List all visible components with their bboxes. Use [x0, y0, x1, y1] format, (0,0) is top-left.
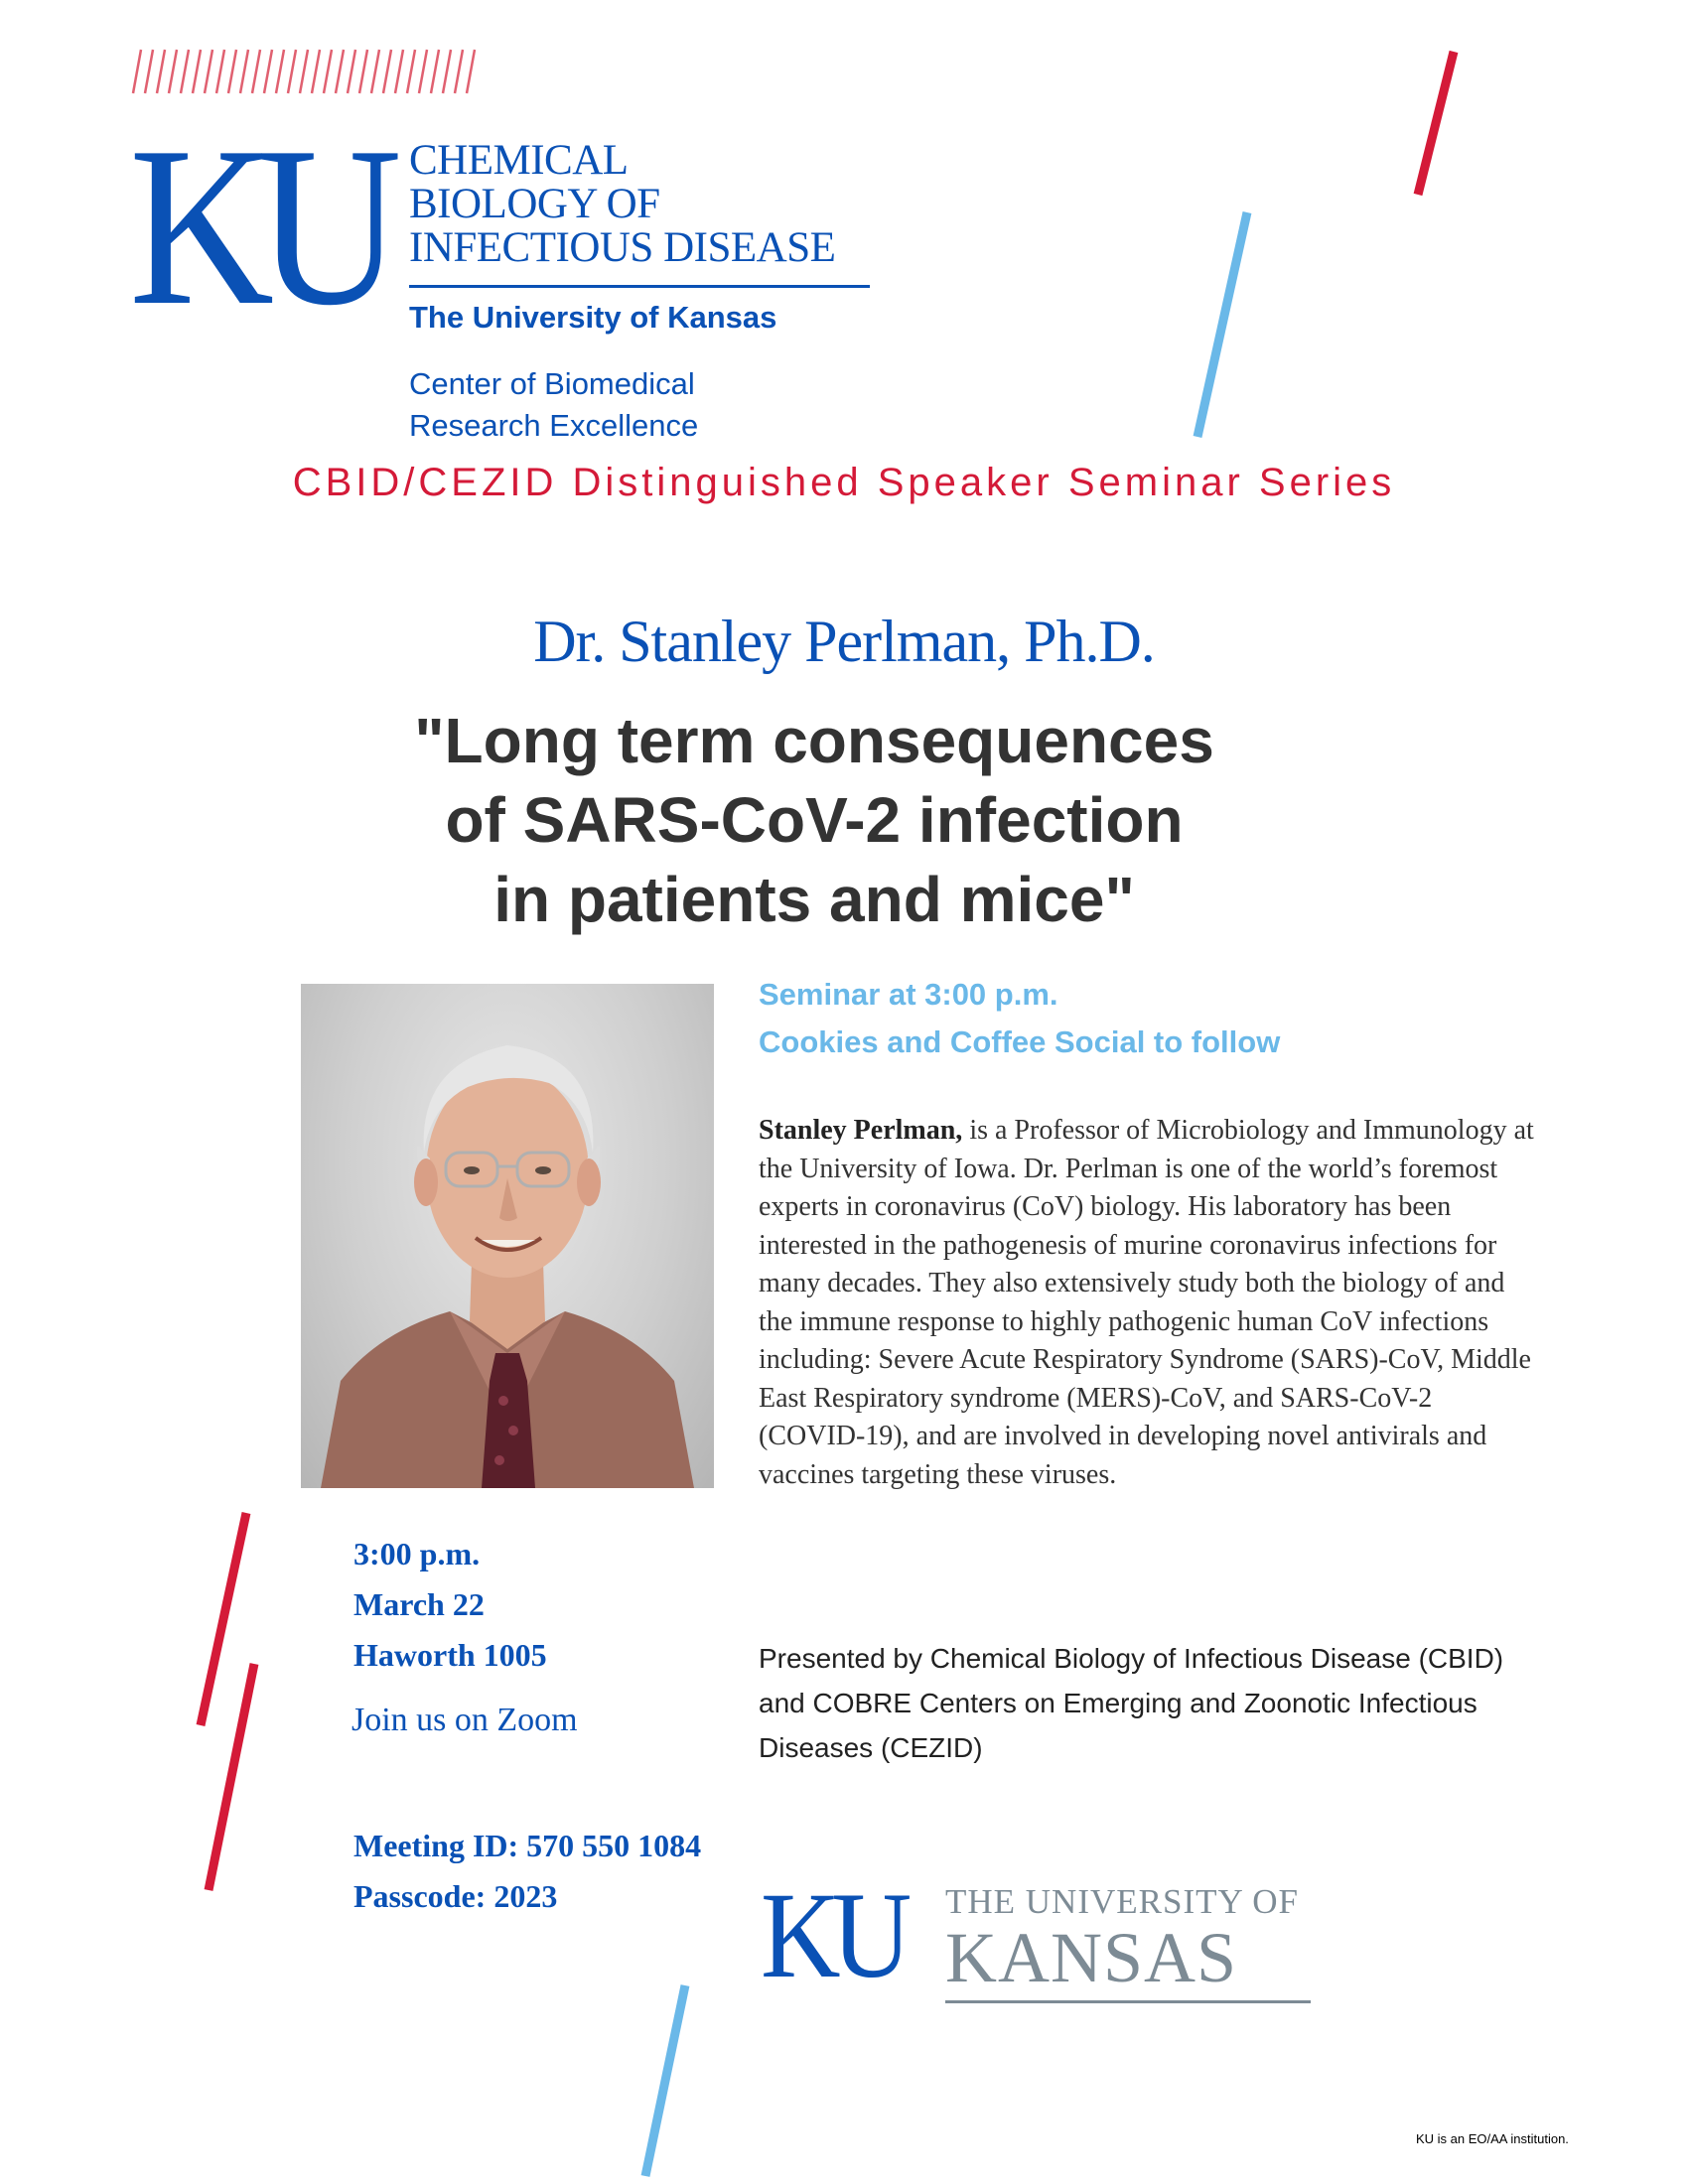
center-name: [409, 363, 698, 447]
header-divider: [409, 285, 870, 288]
event-details: [353, 1529, 547, 1681]
eo-aa-footnote: KU is an EO/AA institution.: [1416, 2131, 1569, 2146]
talk-title-line: of SARS-CoV-2 infection: [445, 784, 1184, 856]
speaker-portrait-illustration: [301, 984, 714, 1488]
unit-name: [409, 139, 835, 270]
bio-text: is a Professor of Microbiology and Immunology at the University of Iowa. Dr. Perlman is one of the world’s foremost experts in coronavirus (CoV) biology. His laboratory has been interested in the pathogenesis of murine coronavirus infections for many decades. They also extensively study both the biology of and the immune response to highly pathogenic human CoV infections including: Severe Acute Respiratory Syndrome (SARS)-CoV, Middle East Respiratory syndrome (MERS)-CoV, and SARS-CoV-2 (COVID-19), and are involved in developing novel antivirals and vaccines targeting these viruses.: [759, 1115, 1534, 1490]
red-slash-decoration: [1408, 48, 1464, 199]
bio-lead-name: Stanley Perlman,: [759, 1115, 963, 1146]
footer-logo-rule: [945, 2000, 1311, 2003]
event-date: March 22: [353, 1586, 485, 1622]
event-time: 3:00 p.m.: [353, 1536, 481, 1571]
speaker-name: Dr. Stanley Perlman, Ph.D.: [533, 609, 1155, 674]
meeting-id: Meeting ID: 570 550 1084: [353, 1828, 702, 1863]
series-title: CBID/CEZID Distinguished Speaker Seminar Series: [292, 461, 1396, 504]
red-slash-decoration: [197, 1660, 266, 1894]
zoom-invite: Join us on Zoom: [352, 1702, 578, 1738]
event-location: Haworth 1005: [353, 1637, 547, 1673]
presented-by: Presented by Chemical Biology of Infectious Disease (CBID) and COBRE Centers on Emerging and Zoonotic Infectious Diseases (CEZID): [759, 1643, 1504, 1763]
footer-logo-line2: KANSAS: [945, 1918, 1238, 1997]
footer-logo-line1: THE UNIVERSITY OF: [945, 1882, 1299, 1921]
ku-footer-logo: KU: [761, 1867, 904, 2003]
speaker-photo: [301, 984, 714, 1488]
unit-name-line: BIOLOGY OF: [409, 181, 660, 227]
blue-slash-decoration: [1188, 208, 1257, 441]
center-name-line: Research Excellence: [409, 408, 699, 443]
talk-title-line: in patients and mice": [493, 864, 1135, 935]
center-name-line: Center of Biomedical: [409, 366, 695, 401]
schedule-note: [759, 971, 1280, 1066]
red-hatch-decoration: [127, 48, 485, 95]
unit-name-line: CHEMICAL: [409, 137, 629, 184]
ku-logo: KU: [129, 99, 385, 352]
zoom-meeting-info: [353, 1821, 701, 1922]
speaker-bio: [759, 1112, 1543, 1494]
talk-title: [298, 701, 1331, 939]
talk-title-line: "Long term consequences: [414, 705, 1214, 776]
unit-name-line: INFECTIOUS DISEASE: [409, 224, 836, 271]
schedule-note-line: Cookies and Coffee Social to follow: [759, 1024, 1281, 1059]
blue-slash-decoration: [635, 1981, 695, 2180]
schedule-note-line: Seminar at 3:00 p.m.: [759, 977, 1058, 1012]
university-name: The University of Kansas: [409, 300, 777, 335]
meeting-passcode: Passcode: 2023: [353, 1878, 558, 1914]
